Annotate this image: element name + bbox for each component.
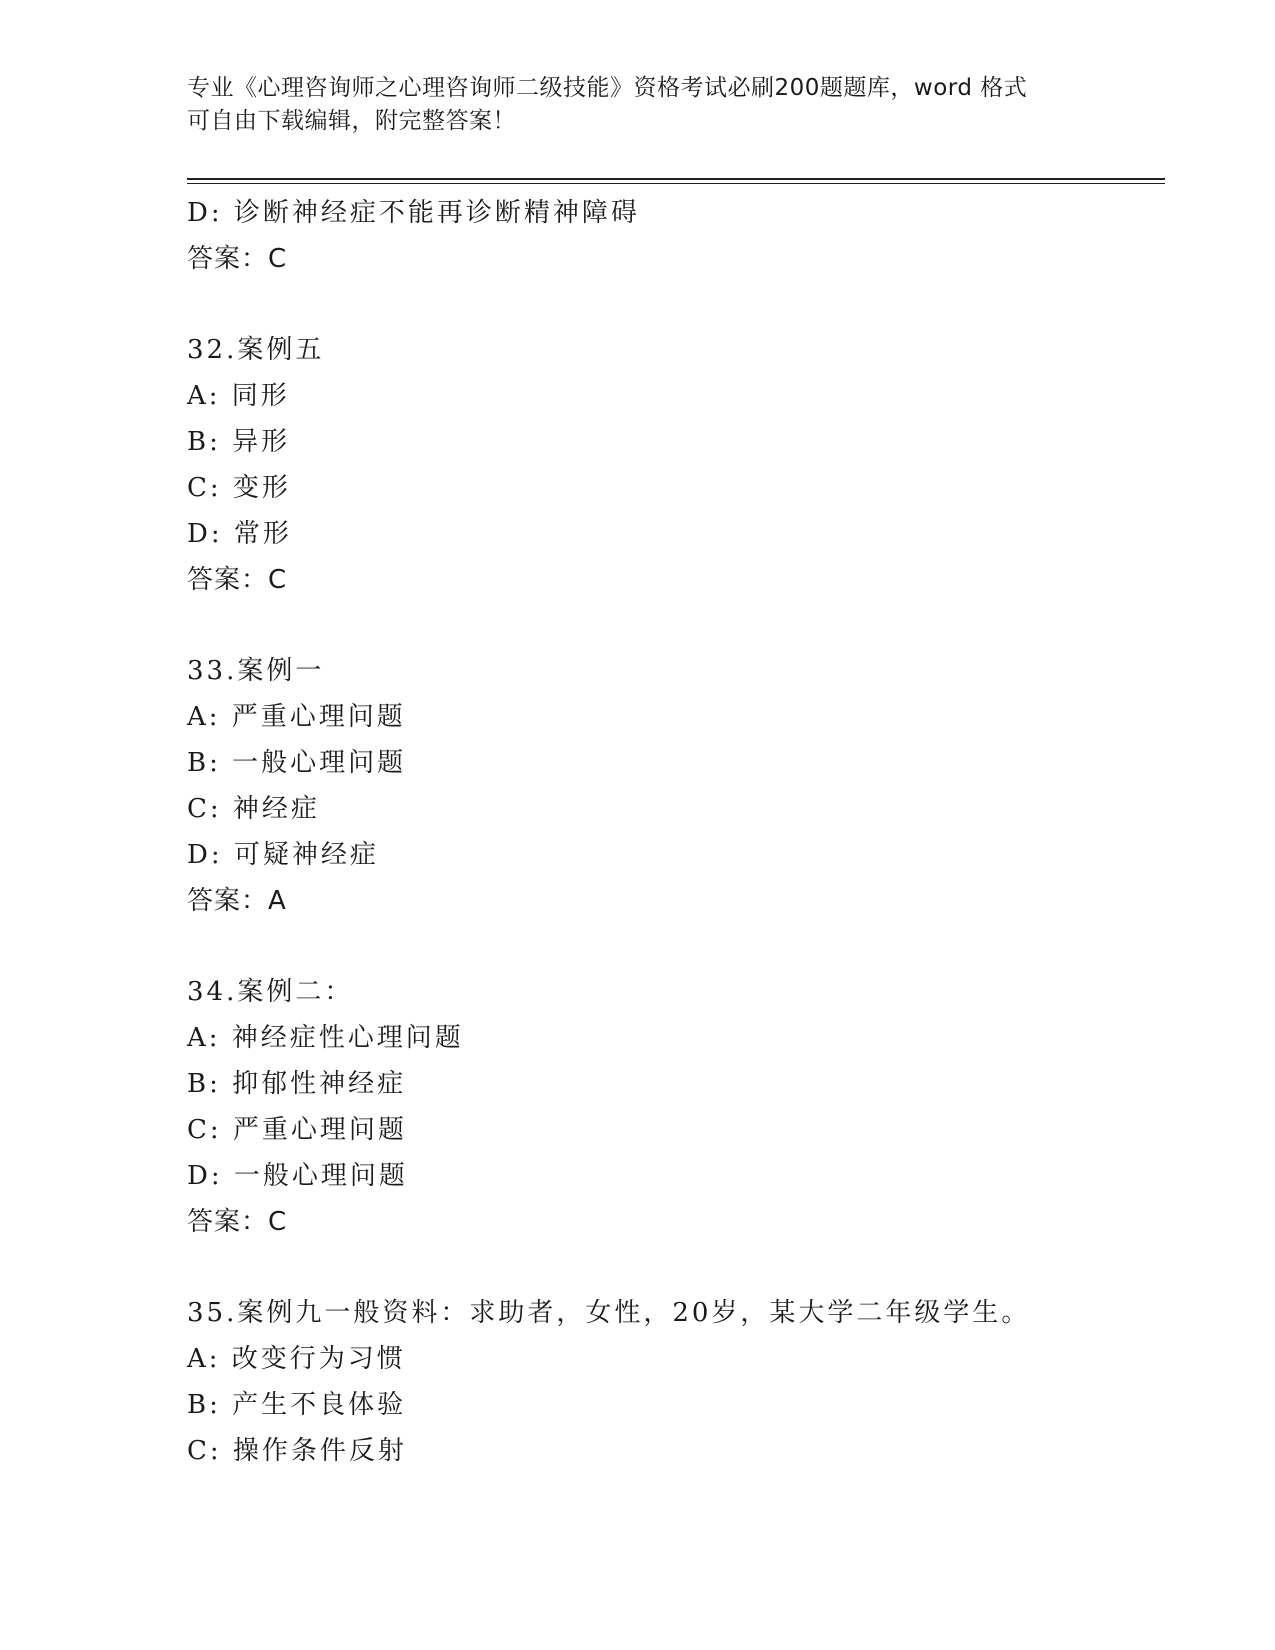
- question-title: 34.案例二：: [187, 977, 354, 1007]
- answer-line: 答案：C: [187, 244, 288, 274]
- question-block: [187, 969, 1167, 1245]
- option-a: A: 神经症性心理问题: [187, 1023, 464, 1053]
- option-d: D: 一般心理问题: [187, 1161, 408, 1191]
- question-title: 35.案例九一般资料：求助者，女性，20岁，某大学二年级学生。: [187, 1298, 1031, 1328]
- option-b: B: 一般心理问题: [187, 748, 407, 778]
- option-b: B: 抑郁性神经症: [187, 1069, 407, 1099]
- option-a: A: 严重心理问题: [187, 702, 406, 732]
- option-c: C: 神经症: [187, 794, 320, 824]
- question-block: [187, 1290, 1167, 1474]
- option-b: B: 异形: [187, 427, 291, 457]
- answer-line: 答案：A: [187, 886, 287, 916]
- option-a: A: 同形: [187, 381, 290, 411]
- question-list: [187, 190, 1167, 1474]
- question-block: [187, 648, 1167, 924]
- option-d: D: 可疑神经症: [187, 840, 379, 870]
- question-title: 32.案例五: [187, 335, 325, 365]
- header-divider-thick: [187, 178, 1165, 180]
- question-title: 33.案例一: [187, 656, 325, 686]
- header-line-2: 可自由下载编辑，附完整答案！: [187, 108, 516, 134]
- option-a: A: 改变行为习惯: [187, 1344, 406, 1374]
- header-divider-thin: [187, 183, 1165, 184]
- option-d: D: 诊断神经症不能再诊断精神障碍: [187, 198, 640, 228]
- option-d: D: 常形: [187, 519, 292, 549]
- document-header: [187, 72, 1087, 138]
- option-c: C: 严重心理问题: [187, 1115, 407, 1145]
- header-line-1: 专业《心理咨询师之心理咨询师二级技能》资格考试必刷200题题库，word 格式: [187, 75, 1028, 101]
- answer-line: 答案：C: [187, 1207, 288, 1237]
- option-c: C: 操作条件反射: [187, 1436, 407, 1466]
- answer-line: 答案：C: [187, 565, 288, 595]
- question-block: [187, 327, 1167, 603]
- option-c: C: 变形: [187, 473, 291, 503]
- option-b: B: 产生不良体验: [187, 1390, 407, 1420]
